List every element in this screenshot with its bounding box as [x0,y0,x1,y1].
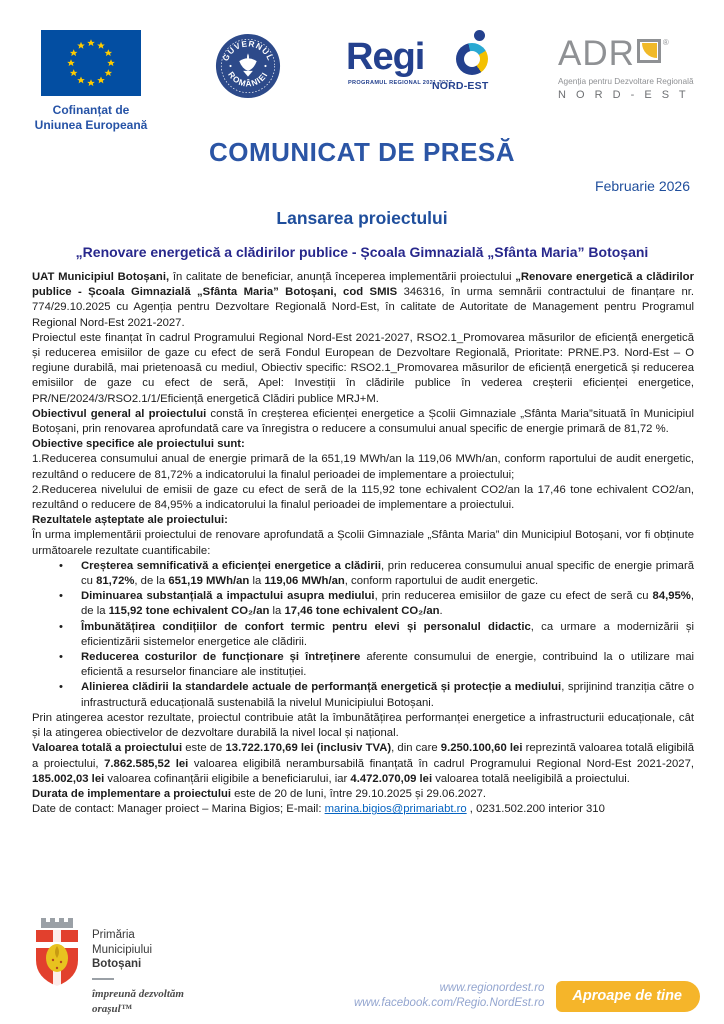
text-run: la [249,575,265,588]
text-run: reprezintă valoarea totală eligibilă a proiectului, [32,742,694,770]
regio-o-swirl-icon [454,30,490,82]
regio-website-link[interactable]: www.regionordest.ro [439,981,545,994]
regio-dot-icon [474,30,485,41]
municipality-motto-line1: împreună dezvoltăm [92,988,184,1001]
paragraph [32,513,694,528]
municipality-line3: Botoșani [92,958,142,971]
text-run: Reducerea costurilor de funcționare și întreținere [81,651,361,664]
text-run: aferente consumului de energie, contribuind la o utilizare mai eficientă a resurselor financiare ale instituției. [81,651,695,679]
text-run: Prin atingerea acestor rezultate, proiectul contribuie atât la îmbunătățirea performanței energetice a infrastructurii educaționale, cât și la atingerea obiectivelor de dezvoltare durabilă la nivel local și național. [32,711,694,740]
municipality-line2: Municipiului [92,943,153,956]
body-text [32,270,694,817]
adr-registered-mark: ® [662,38,669,47]
romanian-government-logo [214,32,284,105]
eu-cofunded-logo [30,30,152,133]
text-run: 17,46 tone echivalent CO₂/an [284,605,440,618]
paragraph [32,787,694,802]
municipality-text-block [92,928,184,1016]
bullet-icon: • [59,651,63,664]
page-title: COMUNICAT DE PRESĂ [208,137,516,167]
text-run: 2.Reducerea nivelului de emisii de gaze cu efect de seră de la 115,92 tone echivalent CO2/an la 17,46 tone echivalent CO2/an, rezultând o reducere de 84,95% a indicatorului la finalul perioadei de implementare a proiectului. [32,483,694,512]
text-run: Durata de implementare a proiectului [32,787,232,800]
text-run: Rezultatele așteptate ale proiectului: [32,514,228,527]
text-run: Creșterea semnificativă a eficienței energetice a clădirii [81,559,382,572]
text-run: este de 20 de luni, între 29.10.2025 și 29.06.2027. [231,787,487,800]
bullet-item [32,620,694,650]
botosani-city-hall-logo [32,914,184,1016]
eu-caption-line2: Uniunea Europeană [34,118,148,132]
text-run: 7.862.585,52 lei [104,757,189,770]
text-run: în calitate de beneficiar, anunță începerea implementării proiectului [169,271,516,283]
text-run: 651,19 MWh/an [168,575,250,588]
paragraph [32,711,694,741]
text-run: 4.472.070,09 lei [350,772,433,785]
paragraph [32,270,694,331]
text-run: 13.722.170,69 lei (inclusiv TVA) [225,742,392,755]
regio-nord-est-logo [346,36,496,116]
paragraph [32,407,694,437]
text-run: UAT Municipiul Botoșani, [32,271,170,283]
adr-region-label: N O R D - E S T [558,88,690,101]
bullet-item [32,559,694,589]
municipality-motto-line2: orașul™ [92,1002,132,1015]
bullet-icon: • [59,681,63,694]
municipality-divider [92,978,114,980]
bullet-icon: • [59,590,63,603]
logo-header [0,0,724,133]
text-run: „Renovare energetică a clădirilor publice - Școala Gimnazială „Sfânta Maria” Botoșani, cod SMIS [32,271,694,299]
text-run: , de la [81,590,694,618]
bullet-item [32,650,694,680]
text-run: Îmbunătățirea condițiilor de confort termic pentru elevi și personalul didactic [81,620,531,633]
footer-right [354,981,700,1012]
text-run: Diminuarea substanțială a impactului asupra mediului [81,590,375,603]
government-seal-top-text: GUVERNUL [221,39,275,63]
text-run: valoarea cofinanțării eligibile a beneficiarului, iar [104,772,351,785]
text-run: valoarea eligibilă nerambursabilă finanțată în cadrul Programului Regional Nord-Est 2021-2027, [188,757,694,770]
email-link[interactable]: marina.bigios@primariabt.ro [324,803,467,816]
text-run: este de [182,742,226,755]
text-run: , prin reducerea consumului anual specific de energie primară cu [81,559,694,588]
municipality-line1: Primăria [92,928,135,941]
text-run: 1.Reducerea consumului anual de energie primară de la 651,19 MWh/an la 119,06 MWh/an, conform raportului de audit energetic, rezultând o reducere de 81,72% a indicatorului la finalul perioadei de implementare a proiectului; [32,453,694,481]
text-run: , conform raportului de audit energetic. [344,575,539,588]
regio-ring-icon [456,43,488,75]
regio-region-label: NORD-EST [432,80,489,92]
adr-square-icon [637,39,661,63]
text-run: , 0231.502.200 interior 310 [466,803,605,816]
bullet-icon: • [59,620,63,633]
text-run: , din care [391,742,441,755]
text-run: În urma implementării proiectului de renovare aprofundată a Școlii Gimnaziale „Sfânta Maria” din Municipiul Botoșani, vor fi obținute următoarele rezultate cuantificabile: [32,529,694,557]
text-run: Proiectul este finanțat în cadrul Programului Regional Nord-Est 2021-2027, RSO2.1_Promovarea măsurilor de eficiență energetică și reducerea emisiilor de gaze cu efect de seră Fondul European de Dezvoltare Regională, Prioritate: PRNE.P3. Nord-Est – O regiune durabilă, mai prietenoasă cu mediul, Obiectiv specific: RSO2.1_Promovarea măsurilor de eficiență energetică și reducerea emisiilor de gaze cu efect de seră, Apel: Investiții în clădirile publice în vederea creșterii eficienței energetice, PR/NE/2024/3/RSO2.1/1/Eficiență energetică Clădiri publice MRJ+M. [32,331,694,405]
text-run: , prin reducerea emisiilor de gaze cu efect de seră cu [374,590,653,603]
text-run: 81,72% [96,575,135,588]
text-run: 185.002,03 lei [32,772,105,785]
project-name-subtitle: „Renovare energetică a clădirilor publice - Școala Gimnazială „Sfânta Maria” Botoșani [75,244,649,260]
government-seal-icon [214,32,282,100]
text-run: , sprijinind tranziția către o infrastructură educațională sustenabilă la nivelul Municipiului Botoșani. [81,681,694,709]
text-run: 84,95% [652,590,691,603]
text-run: , ca urmare a modernizării și eficientizării sistemelor energetice ale clădirii. [81,620,694,648]
text-run: constă în creșterea eficienței energetice a Școlii Gimnaziale „Sfânta Maria”situată în Municipiul Botoșani, prin renovarea aprofundată care va înregistra o reducere a consumului anual specific de energie primară de 81,72 %. [32,407,694,436]
text-run: 115,92 tone echivalent CO₂/an [108,605,270,618]
bullet-item [32,680,694,710]
text-run: Alinierea clădirii la standardele actuale de performanță energetică și protecție a mediului [81,681,562,694]
regio-facebook-link[interactable]: www.facebook.com/Regio.NordEst.ro [353,997,545,1010]
text-run: , de la [134,575,169,588]
text-run: 346316, în urma semnării contractului de finanțare nr. 774/29.10.2025 cu Agenția pentru Dezvoltare Regională Nord-Est, în calitate de Autoritate de Management pentru Programul Regional Nord-Est 2021-2027. [32,286,694,329]
regio-program-label: PROGRAMUL REGIONAL 2021-2027 [348,80,453,86]
text-run: Date de contact: Manager proiect – Marina Bigios; E-mail: [32,803,325,816]
eu-caption-line1: Cofinanțat de [52,103,130,117]
paragraph [32,528,694,558]
adr-quarter-circle-icon [642,43,657,58]
paragraph [32,741,694,787]
paragraph [32,802,694,817]
botosani-crest-icon [32,914,82,996]
aproape-de-tine-badge: Aproape de tine [556,981,700,1012]
paragraph [32,437,694,452]
text-run: 9.250.100,60 lei [440,742,523,755]
regio-wordmark: Regi [346,36,425,78]
eu-flag-icon [41,30,141,96]
text-run: valoarea totală neeligibilă a proiectului. [432,772,630,785]
text-run: Obiective specifice ale proiectului sunt: [32,438,245,451]
project-launch-heading: Lansarea proiectului [276,208,448,228]
text-run: 119,06 MWh/an [264,575,345,588]
eu-caption [30,103,152,133]
text-run: Obiectivul general al proiectului [32,407,207,420]
bullet-icon: • [59,559,63,572]
paragraph [32,483,694,513]
footer [32,914,700,1016]
text-run: la [269,605,285,618]
government-seal-bottom-text: ROMÂNIEI [226,70,270,89]
date-label: Februarie 2026 [595,178,690,194]
footer-urls [354,981,544,1012]
text-run: . [439,605,443,618]
paragraph [32,331,694,407]
bullet-item [32,589,694,619]
text-run: Valoarea totală a proiectului [32,742,183,755]
adr-nord-est-logo [558,34,694,101]
adr-agency-label: Agenția pentru Dezvoltare Regională [558,75,694,86]
adr-wordmark: ADR [558,34,635,73]
paragraph [32,452,694,482]
